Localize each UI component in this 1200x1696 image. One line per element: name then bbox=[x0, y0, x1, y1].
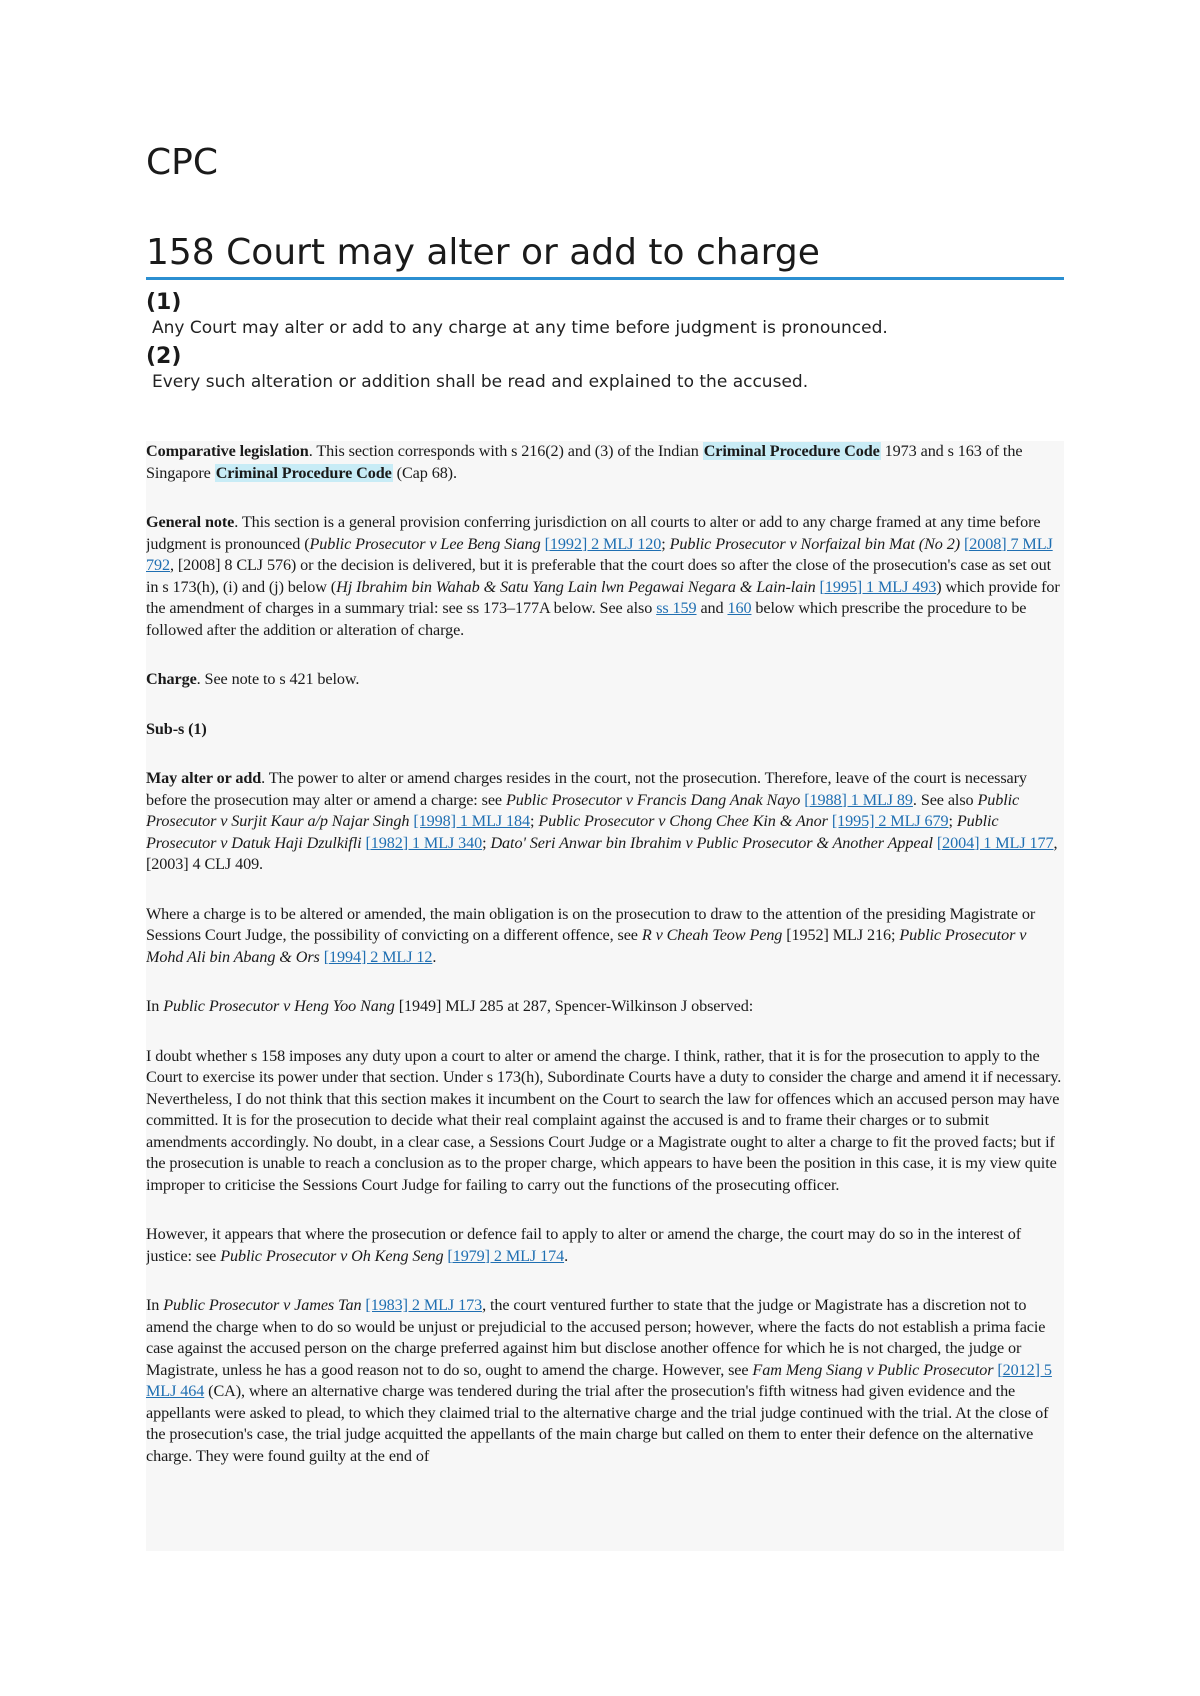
citation-link[interactable]: [2008] 7 MLJ 792 bbox=[146, 534, 1053, 574]
quote-paragraph: I doubt whether s 158 imposes any duty upon a court to alter or amend the charge. I think, rather, that it is for the prosecution to apply to the Court to exercise its power under that section. Under s 173(h), Subordinate Courts have a duty to consider the charge and amend it if necessary. Nevertheless, I do not think that this section makes it incumbent on the Court to search the law for offences which an accused person may have committed. It is for the prosecution to decide what their real complaint against the accused is and to frame their charges or to submit amendments accordingly. No doubt, in a clear case, a Sessions Court Judge or a Magistrate ought to alter a charge to fit the proved facts; but if the prosecution is unable to reach a conclusion as to the proper charge, which appears to have been the position in this case, it is my view quite improper to criticise the Sessions Court Judge for failing to carry out the functions of the prosecuting officer. bbox=[146, 1046, 1062, 1194]
text: . This section corresponds with s 216(2) and (3) of the Indian bbox=[308, 442, 703, 460]
case-name: Hj Ibrahim bin Wahab & Satu Yang Lain lwn Pegawai Negara & Lain-lain bbox=[336, 577, 816, 596]
text: [1949] MLJ 285 at 287, Spencer-Wilkinson J observed: bbox=[394, 997, 754, 1015]
section-link[interactable]: ss 159 bbox=[656, 599, 697, 617]
text: [1952] MLJ 216; bbox=[782, 926, 900, 944]
citation-link[interactable]: [1992] 2 MLJ 120 bbox=[544, 534, 662, 553]
commentary-panel bbox=[146, 441, 1064, 1551]
may-alter-paragraph bbox=[146, 768, 1064, 876]
text: , the court ventured further to state that the judge or Magistrate has a discretion not to amend the charge when to do so would be unjust or prejudicial to the accused person; however, where the facts do not establish a prima facie case against the accused person on the charge preferred against him but disclose another offence for which he is not charged, the judge or Magistrate, unless he has a good reason not to do so, ought to amend the charge. However, see bbox=[146, 1296, 1046, 1379]
subsection-number: (1) bbox=[146, 290, 182, 315]
case-name: Public Prosecutor v Heng Yoo Nang bbox=[163, 997, 395, 1015]
citation-link[interactable]: [1995] 1 MLJ 493 bbox=[819, 577, 937, 596]
text: , [2003] 4 CLJ 409. bbox=[146, 833, 1058, 873]
subsection-2 bbox=[146, 344, 1046, 394]
paragraph-label: Comparative legislation bbox=[146, 442, 309, 460]
citation-link[interactable]: [2012] 5 MLJ 464 bbox=[146, 1360, 1052, 1400]
case-name: Public Prosecutor v Francis Dang Anak Nayo bbox=[505, 790, 801, 809]
comparative-legislation-paragraph bbox=[146, 441, 1064, 484]
text: ; bbox=[948, 812, 957, 830]
citation-link[interactable]: [1983] 2 MLJ 173 bbox=[365, 1296, 483, 1314]
case-name: Public Prosecutor v Lee Beng Siang bbox=[309, 534, 541, 553]
however-paragraph bbox=[146, 1224, 1064, 1267]
james-tan-paragraph bbox=[146, 1295, 1064, 1467]
citation-link[interactable]: [1982] 1 MLJ 340 bbox=[365, 833, 483, 852]
text: ; bbox=[482, 833, 491, 852]
text: 1973 and s 163 of the Singapore bbox=[146, 442, 1023, 482]
citation-link[interactable]: [1988] 1 MLJ 89 bbox=[804, 790, 913, 809]
citation-link[interactable]: [1998] 1 MLJ 184 bbox=[413, 812, 531, 830]
case-name: Public Prosecutor v Datuk Haji Dzulkifli bbox=[146, 812, 999, 852]
text: . See note to s 421 below. bbox=[196, 670, 360, 688]
text: ; bbox=[530, 812, 539, 830]
where-charge-paragraph bbox=[146, 904, 1064, 969]
citation-link[interactable]: [1979] 2 MLJ 174 bbox=[447, 1246, 565, 1265]
case-name: Public Prosecutor v Chong Chee Kin & Anor bbox=[538, 812, 828, 830]
case-name: Public Prosecutor v Oh Keng Seng bbox=[220, 1246, 444, 1265]
text: . bbox=[432, 947, 437, 966]
text: below which prescribe the procedure to be followed after the addition or alteration of charge. bbox=[146, 599, 1027, 639]
subsection-number: (2) bbox=[146, 344, 182, 369]
text: However, it appears that where the prosecution or defence fail to apply to alter or amend the charge, the court may do so in the interest of justice: see bbox=[146, 1225, 1022, 1265]
case-name: Fam Meng Siang v Public Prosecutor bbox=[752, 1360, 994, 1379]
paragraph-label: General note bbox=[146, 513, 235, 531]
case-name: Public Prosecutor v James Tan bbox=[163, 1296, 362, 1314]
citation-link[interactable]: [1994] 2 MLJ 12 bbox=[323, 947, 433, 966]
subsection-text: Every such alteration or addition shall be read and explained to the accused. bbox=[152, 372, 809, 392]
text: . bbox=[564, 1246, 569, 1265]
text: . See also bbox=[912, 790, 978, 809]
text: ; bbox=[661, 534, 670, 553]
case-name: R v Cheah Teow Peng bbox=[641, 926, 783, 944]
text: Where a charge is to be altered or amended, the main obligation is on the prosecution to draw to the attention of the presiding Magistrate or Sessions Court Judge, the possibility of convicting on a different offence, see bbox=[146, 904, 1036, 944]
case-name: Public Prosecutor v Mohd Ali bin Abang & Ors bbox=[146, 926, 1027, 966]
heng-paragraph bbox=[146, 996, 1064, 1018]
text: (CA), where an alternative charge was tendered during the trial after the prosecution's fifth witness had given evidence and the appellants were asked to plead, to which they claimed trial to the alternative charge and the trial judge continued with the trial. At the close of the prosecution's case, the trial judge acquitted the appellants of the main charge but called on them to enter their defence on the alternative charge. They were found guilty at the end of bbox=[146, 1382, 1049, 1465]
subsection-1 bbox=[146, 290, 1046, 340]
section-link[interactable]: 160 bbox=[727, 599, 752, 617]
text: . The power to alter or amend charges resides in the court, not the prosecution. Therefore, leave of the court is necessary before the prosecution may alter or amend a charge: see bbox=[146, 769, 1027, 809]
text: . This section is a general provision conferring jurisdiction on all courts to alter or add to any charge framed at any time before judgment is pronounced ( bbox=[146, 513, 1041, 553]
citation-link[interactable]: [2004] 1 MLJ 177 bbox=[936, 833, 1054, 852]
text: (Cap 68). bbox=[392, 463, 457, 482]
text: , [2008] 8 CLJ 576) or the decision is delivered, but it is preferable that the court does so after the close of the prosecution's case as set out in s 173(h), (i) and (j) below ( bbox=[146, 556, 1052, 596]
case-name: Dato' Seri Anwar bin Ibrahim v Public Prosecutor & Another Appeal bbox=[490, 833, 933, 852]
section-heading: 158 Court may alter or add to charge bbox=[146, 232, 1064, 280]
subsection-text: Any Court may alter or add to any charge at any time before judgment is pronounced. bbox=[152, 318, 888, 338]
text: and bbox=[696, 599, 728, 617]
case-name: Public Prosecutor v Norfaizal bin Mat (No 2) bbox=[669, 534, 960, 553]
paragraph-label: May alter or add bbox=[146, 769, 262, 787]
citation-link[interactable]: [1995] 2 MLJ 679 bbox=[831, 812, 949, 830]
case-name: Public Prosecutor v Surjit Kaur a/p Najar Singh bbox=[146, 790, 1020, 830]
paragraph-label: Sub-s (1) bbox=[146, 719, 207, 738]
charge-paragraph bbox=[146, 669, 1064, 691]
text: ) which provide for the amendment of charges in a summary trial: see ss 173–177A below. See also bbox=[146, 577, 1060, 617]
highlighted-term: Criminal Procedure Code bbox=[703, 442, 880, 460]
text: In bbox=[146, 1296, 164, 1314]
subs-1-heading bbox=[146, 719, 1064, 741]
highlighted-term: Criminal Procedure Code bbox=[215, 463, 392, 482]
general-note-paragraph bbox=[146, 512, 1064, 641]
document-title: CPC bbox=[146, 142, 218, 183]
paragraph-label: Charge bbox=[146, 670, 197, 688]
text: In bbox=[146, 997, 164, 1015]
